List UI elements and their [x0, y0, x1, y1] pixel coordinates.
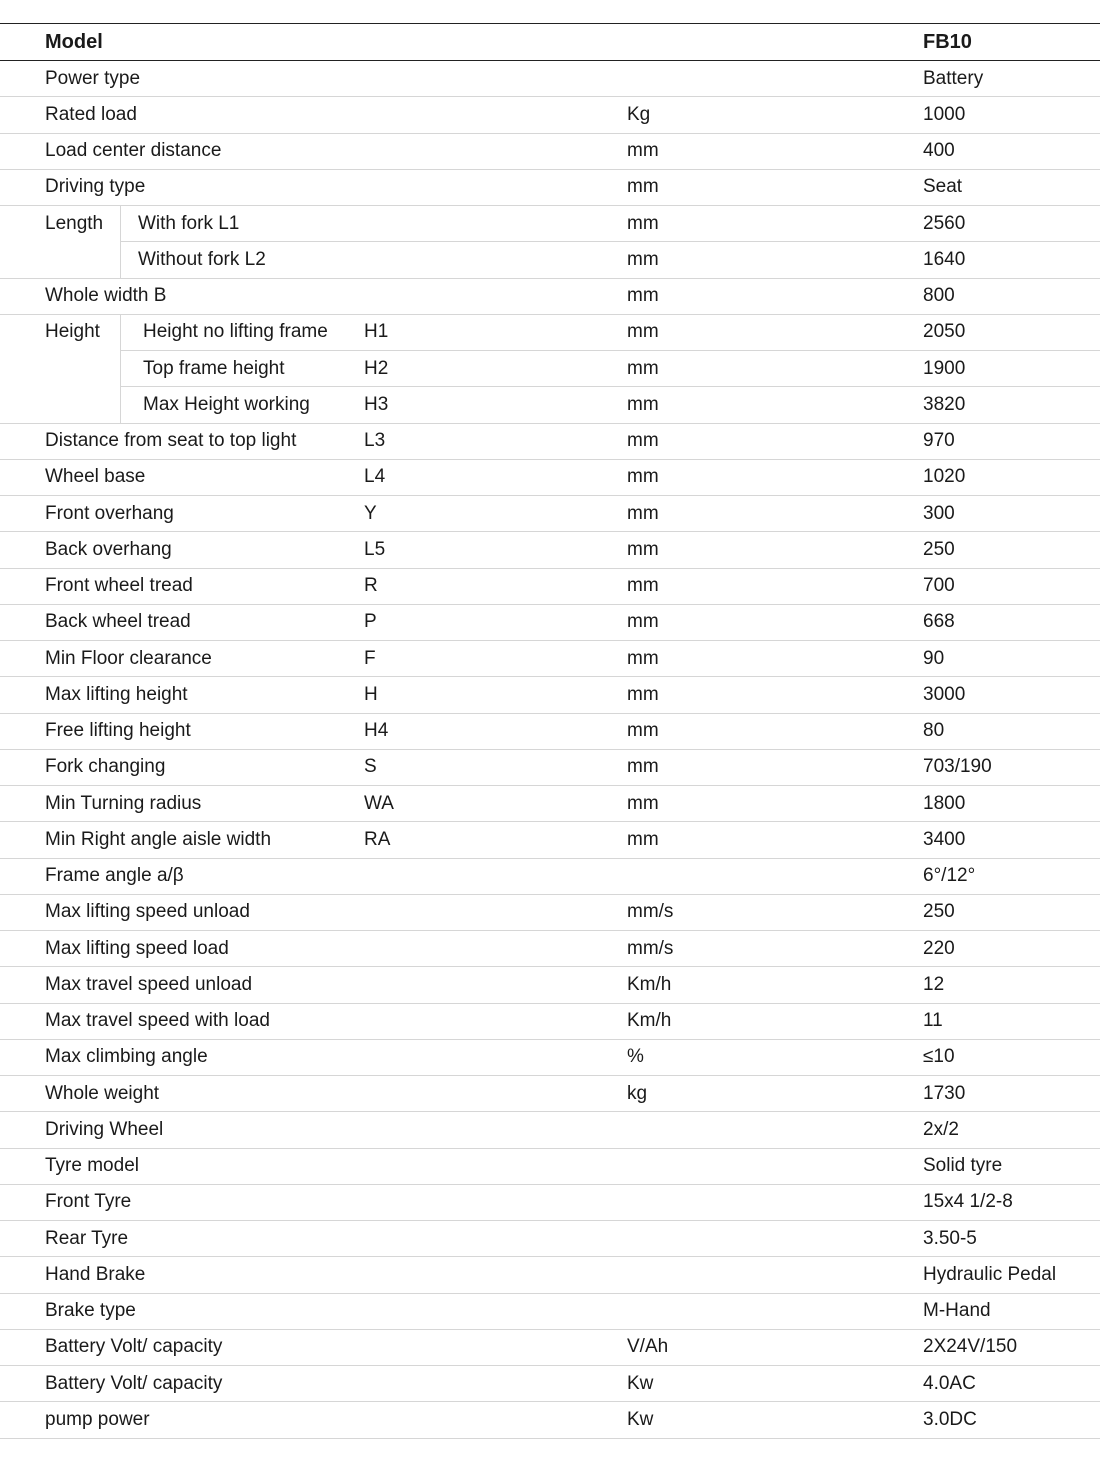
- row-value: 400: [923, 140, 955, 162]
- row-unit: kg: [627, 1082, 648, 1104]
- row-label: Front wheel tread: [45, 575, 193, 597]
- row-value: Seat: [923, 176, 963, 198]
- row-unit: Km/h: [627, 1010, 672, 1032]
- table-row: [0, 1149, 1100, 1185]
- row-value: 1020: [923, 466, 966, 488]
- table-row: [0, 1330, 1100, 1366]
- row-label: Max lifting speed load: [45, 937, 229, 959]
- group-divider: [120, 387, 121, 422]
- group-divider: [120, 351, 121, 386]
- row-label: Battery Volt/ capacity: [45, 1336, 223, 1358]
- row-label: Front overhang: [45, 502, 174, 524]
- row-value: 800: [923, 285, 955, 307]
- row-unit: Kw: [627, 1372, 654, 1394]
- row-unit: mm: [627, 647, 659, 669]
- row-label: Front Tyre: [45, 1191, 132, 1213]
- row-code: R: [364, 575, 378, 597]
- row-value: 4.0AC: [923, 1372, 976, 1394]
- table-row: [0, 1040, 1100, 1076]
- table-row: [0, 1294, 1100, 1330]
- row-value: Battery: [923, 67, 984, 89]
- row-value: 12: [923, 973, 945, 995]
- row-value: Solid tyre: [923, 1155, 1003, 1177]
- row-value: 1800: [923, 792, 966, 814]
- table-row: [0, 786, 1100, 822]
- row-label: Free lifting height: [45, 720, 191, 742]
- header-model-label: Model: [45, 30, 103, 53]
- row-label: Driving Wheel: [45, 1118, 164, 1140]
- row-label: pump power: [45, 1408, 150, 1430]
- row-label: Power type: [45, 67, 141, 89]
- table-row: [0, 279, 1100, 315]
- row-unit: mm/s: [627, 901, 674, 923]
- row-value: 2x/2: [923, 1118, 959, 1140]
- table-row: [0, 895, 1100, 931]
- row-code: H3: [364, 393, 389, 415]
- row-sublabel: With fork L1: [138, 212, 240, 234]
- row-sublabel: Height no lifting frame: [143, 321, 328, 343]
- row-value: 1730: [923, 1082, 966, 1104]
- row-value: 2050: [923, 321, 966, 343]
- row-label: Fork changing: [45, 756, 166, 778]
- row-label: Max climbing angle: [45, 1046, 208, 1068]
- row-unit: mm: [627, 828, 659, 850]
- row-value: 1000: [923, 103, 966, 125]
- row-unit: mm: [627, 285, 659, 307]
- row-value: 703/190: [923, 756, 992, 778]
- row-sublabel: Max Height working: [143, 393, 310, 415]
- row-unit: V/Ah: [627, 1336, 669, 1358]
- row-unit: mm: [627, 611, 659, 633]
- row-label: Brake type: [45, 1300, 136, 1322]
- table-row: [0, 97, 1100, 133]
- row-label: Wheel base: [45, 466, 146, 488]
- row-code: F: [364, 647, 376, 669]
- row-value: 15x4 1/2-8: [923, 1191, 1013, 1213]
- table-row: [0, 1076, 1100, 1112]
- row-value: 220: [923, 937, 955, 959]
- row-label: Hand Brake: [45, 1263, 146, 1285]
- row-unit: mm: [627, 212, 659, 234]
- table-row: [0, 714, 1100, 750]
- row-sublabel: Without fork L2: [138, 248, 266, 270]
- row-label: Max travel speed with load: [45, 1010, 270, 1032]
- row-unit: mm: [627, 357, 659, 379]
- row-value: 300: [923, 502, 955, 524]
- row-value: 700: [923, 575, 955, 597]
- row-value: 80: [923, 720, 945, 742]
- table-row: [0, 351, 1100, 387]
- row-unit: mm: [627, 538, 659, 560]
- row-label: Max lifting speed unload: [45, 901, 250, 923]
- table-row: [0, 1402, 1100, 1438]
- table-row: [0, 1112, 1100, 1148]
- row-value: 3820: [923, 393, 966, 415]
- table-row: [0, 496, 1100, 532]
- group-divider: [120, 242, 121, 277]
- row-unit: mm: [627, 720, 659, 742]
- table-header: [0, 23, 1100, 61]
- row-unit: mm: [627, 466, 659, 488]
- row-value: 3000: [923, 683, 966, 705]
- table-row: [0, 242, 1100, 278]
- table-row: [0, 206, 1100, 242]
- row-value: 3400: [923, 828, 966, 850]
- row-label: Battery Volt/ capacity: [45, 1372, 223, 1394]
- row-unit: mm: [627, 176, 659, 198]
- row-group-label: Height: [45, 321, 100, 343]
- table-row: [0, 931, 1100, 967]
- row-label: Whole weight: [45, 1082, 160, 1104]
- row-code: Y: [364, 502, 377, 524]
- table-row: [0, 750, 1100, 786]
- row-value: 3.0DC: [923, 1408, 977, 1430]
- row-code: WA: [364, 792, 394, 814]
- row-value: 6°/12°: [923, 865, 976, 887]
- row-label: Back overhang: [45, 538, 172, 560]
- row-label: Driving type: [45, 176, 146, 198]
- row-label: Back wheel tread: [45, 611, 191, 633]
- row-value: 2X24V/150: [923, 1336, 1018, 1358]
- table-row: [0, 822, 1100, 858]
- row-value: 11: [923, 1010, 943, 1032]
- row-unit: mm: [627, 502, 659, 524]
- row-value: ≤10: [923, 1046, 955, 1068]
- table-row: [0, 170, 1100, 206]
- table-row: [0, 532, 1100, 568]
- row-unit: Kw: [627, 1408, 654, 1430]
- row-sublabel: Top frame height: [143, 357, 285, 379]
- group-divider: [120, 206, 121, 241]
- row-code: L4: [364, 466, 386, 488]
- row-value: 90: [923, 647, 945, 669]
- table-body: [0, 61, 1100, 1439]
- row-unit: %: [627, 1046, 644, 1068]
- row-label: Rear Tyre: [45, 1227, 129, 1249]
- row-unit: Km/h: [627, 973, 672, 995]
- row-unit: mm: [627, 756, 659, 778]
- row-unit: mm: [627, 248, 659, 270]
- row-code: L5: [364, 538, 386, 560]
- table-row: [0, 967, 1100, 1003]
- row-value: 2560: [923, 212, 966, 234]
- row-label: Max lifting height: [45, 683, 188, 705]
- row-unit: mm: [627, 393, 659, 415]
- row-code: S: [364, 756, 377, 778]
- row-label: Max travel speed unload: [45, 973, 253, 995]
- row-label: Min Floor clearance: [45, 647, 212, 669]
- row-label: Whole width B: [45, 285, 167, 307]
- table-row: [0, 641, 1100, 677]
- row-value: 3.50-5: [923, 1227, 977, 1249]
- table-row: [0, 387, 1100, 423]
- table-row: [0, 1004, 1100, 1040]
- row-code: RA: [364, 828, 391, 850]
- row-unit: mm: [627, 792, 659, 814]
- row-code: H4: [364, 720, 389, 742]
- row-unit: mm: [627, 683, 659, 705]
- row-label: Min Turning radius: [45, 792, 202, 814]
- row-value: 1640: [923, 248, 966, 270]
- row-code: L3: [364, 430, 386, 452]
- row-unit: Kg: [627, 103, 651, 125]
- table-row: [0, 61, 1100, 97]
- row-code: H2: [364, 357, 389, 379]
- table-row: [0, 677, 1100, 713]
- table-row: [0, 315, 1100, 351]
- row-unit: mm: [627, 140, 659, 162]
- row-value: 970: [923, 430, 955, 452]
- row-value: Hydraulic Pedal: [923, 1263, 1057, 1285]
- row-group-label: Length: [45, 212, 104, 234]
- row-value: M-Hand: [923, 1300, 991, 1322]
- row-code: H1: [364, 321, 389, 343]
- row-value: 668: [923, 611, 955, 633]
- table-row: [0, 1185, 1100, 1221]
- table-row: [0, 859, 1100, 895]
- table-row: [0, 134, 1100, 170]
- table-row: [0, 569, 1100, 605]
- row-label: Load center distance: [45, 140, 222, 162]
- table-row: [0, 424, 1100, 460]
- table-row: [0, 1221, 1100, 1257]
- table-row: [0, 460, 1100, 496]
- row-label: Frame angle a/β: [45, 865, 184, 887]
- row-label: Min Right angle aisle width: [45, 828, 272, 850]
- row-value: 250: [923, 538, 955, 560]
- spec-table: [0, 23, 1100, 1439]
- row-label: Distance from seat to top light: [45, 430, 297, 452]
- row-label: Tyre model: [45, 1155, 139, 1177]
- row-unit: mm: [627, 575, 659, 597]
- row-unit: mm: [627, 430, 659, 452]
- row-value: 250: [923, 901, 955, 923]
- table-row: [0, 1366, 1100, 1402]
- header-model-value: FB10: [923, 30, 972, 53]
- row-label: Rated load: [45, 103, 137, 125]
- row-unit: mm/s: [627, 937, 674, 959]
- row-unit: mm: [627, 321, 659, 343]
- group-divider: [120, 315, 121, 350]
- row-code: P: [364, 611, 377, 633]
- table-row: [0, 1257, 1100, 1293]
- table-row: [0, 605, 1100, 641]
- row-code: H: [364, 683, 378, 705]
- row-value: 1900: [923, 357, 966, 379]
